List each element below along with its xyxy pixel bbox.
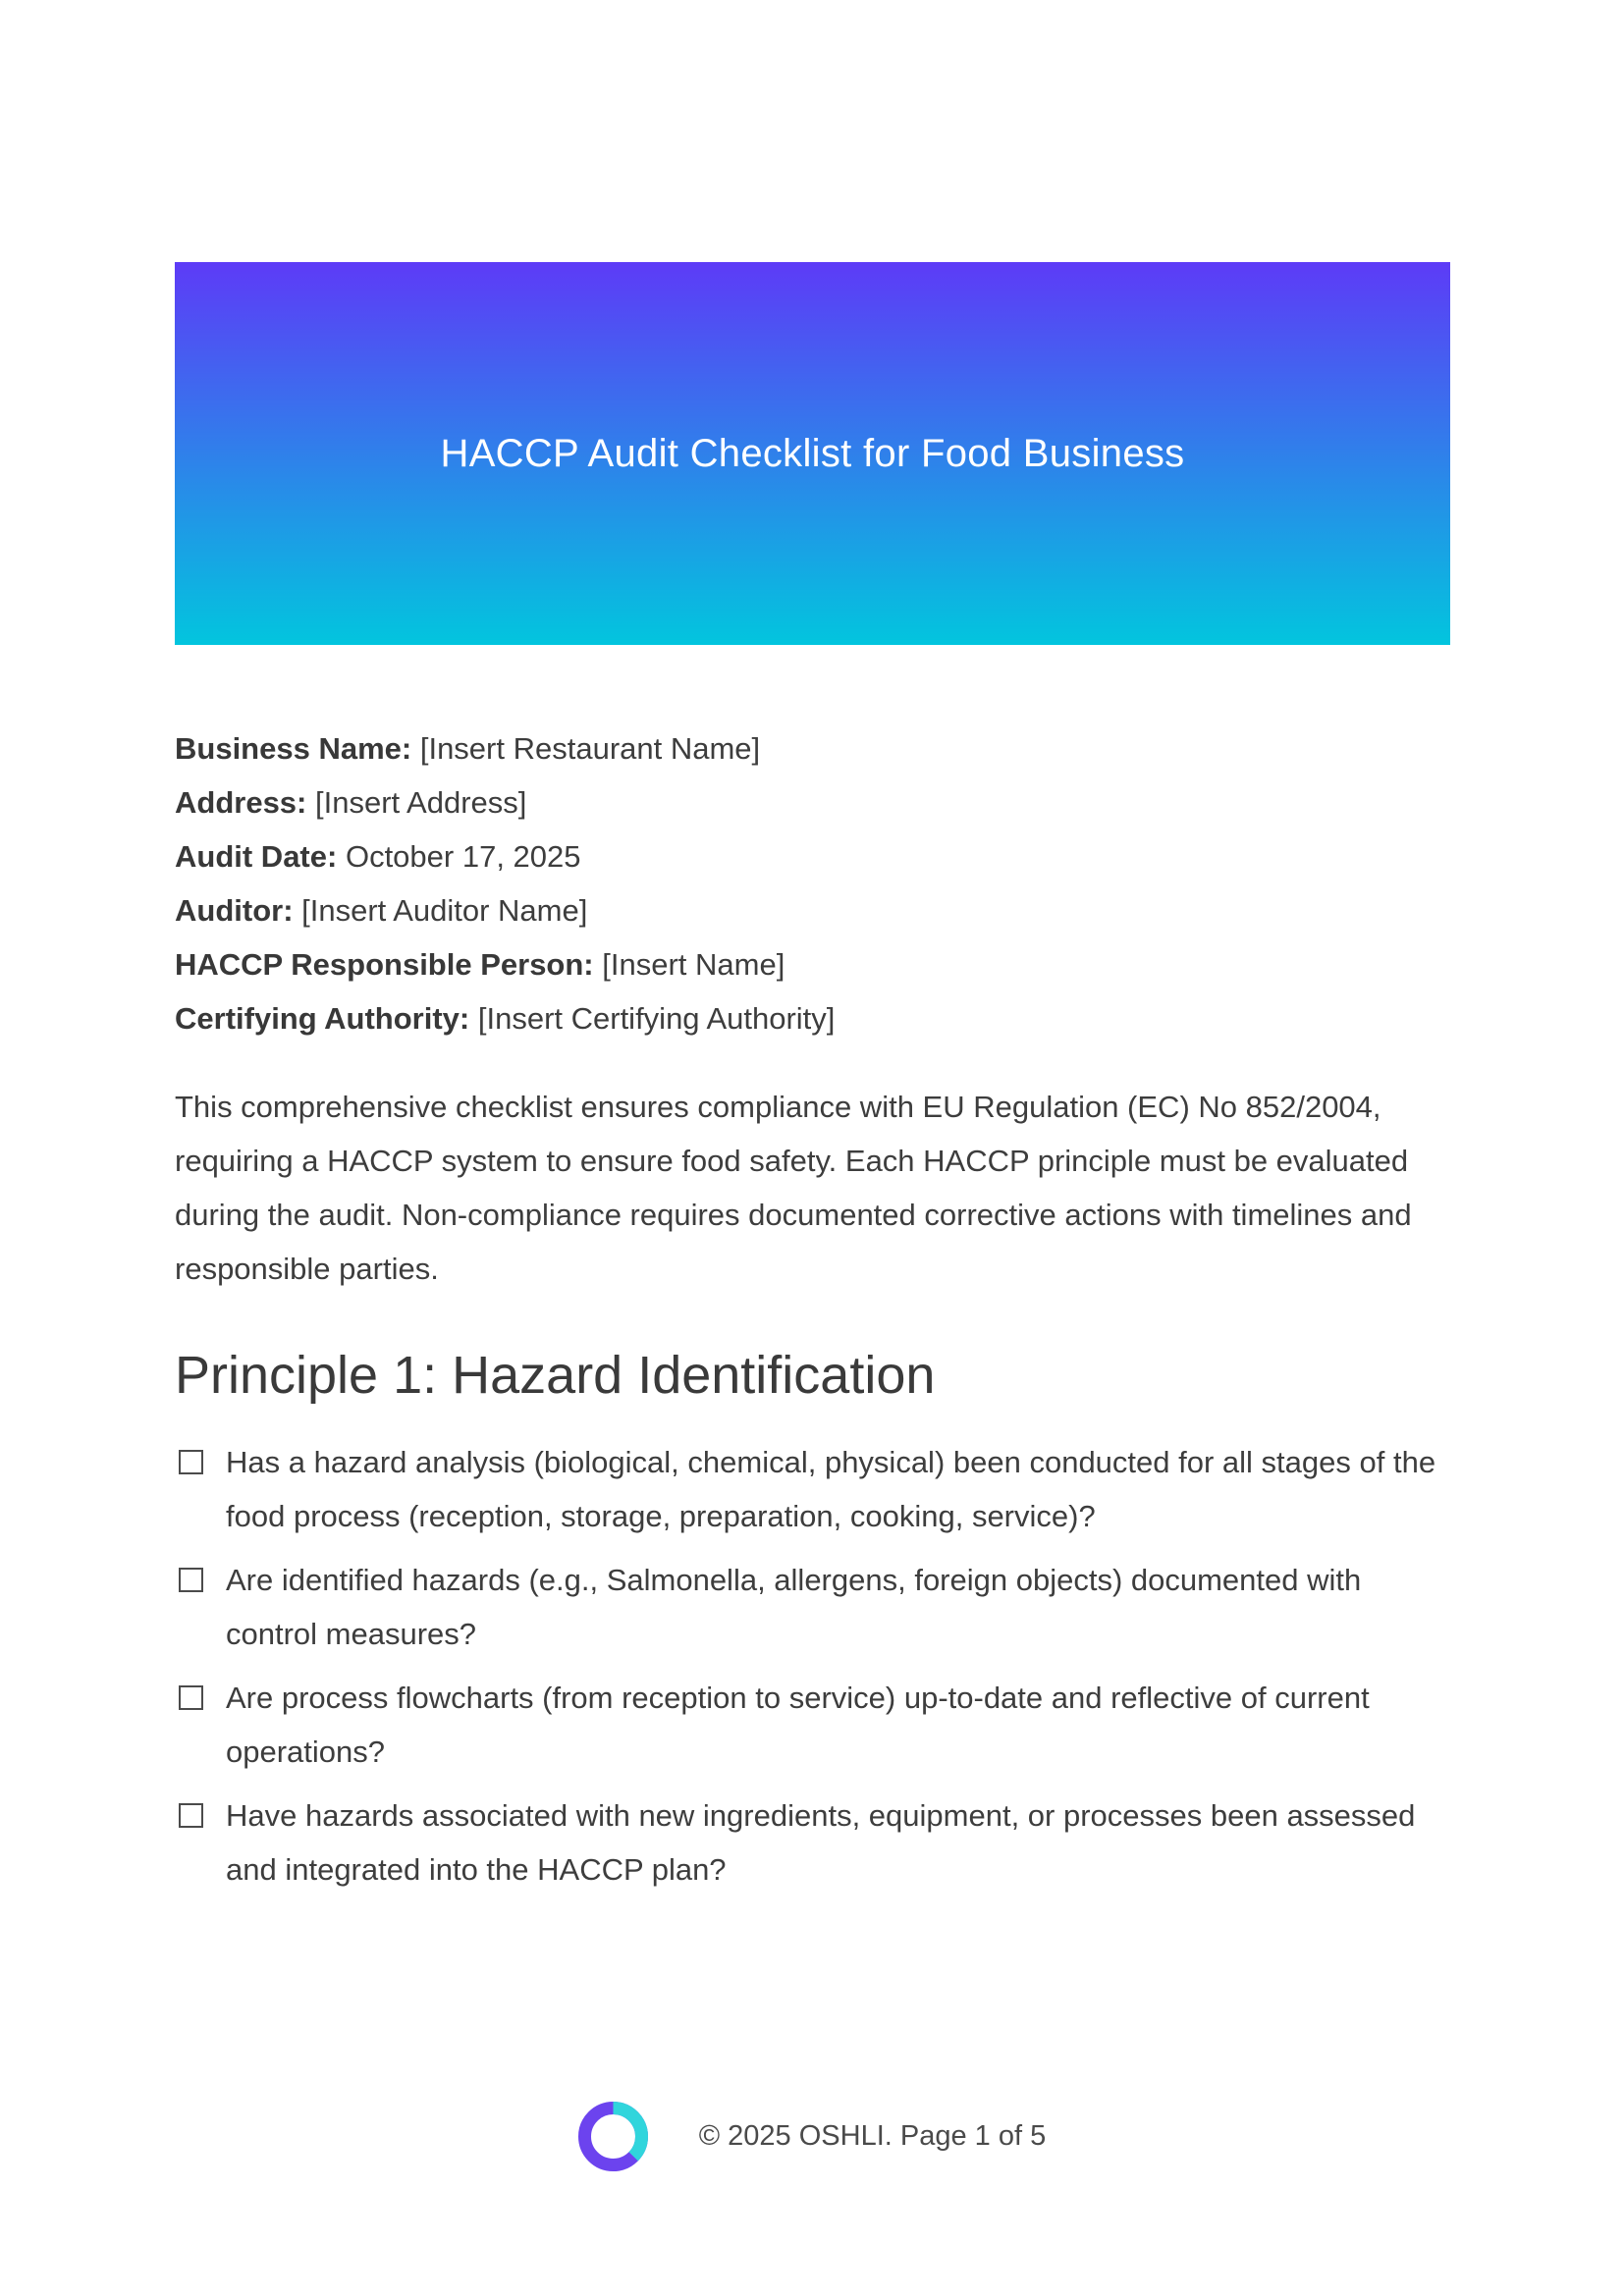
page-footer xyxy=(0,2102,1624,2171)
checklist xyxy=(175,1435,1450,1896)
info-value: [Insert Auditor Name] xyxy=(301,893,588,928)
oshli-ring-logo-icon xyxy=(578,2102,648,2171)
info-row-business-name xyxy=(175,721,1450,775)
document-title: HACCP Audit Checklist for Food Business xyxy=(440,431,1185,475)
checklist-item-text: Are identified hazards (e.g., Salmonella, allergens, foreign objects) documented with control measures? xyxy=(226,1563,1362,1651)
checkbox-icon xyxy=(179,1685,203,1710)
info-value: [Insert Address] xyxy=(315,785,527,820)
page-content xyxy=(175,0,1450,1906)
section-heading: Principle 1: Hazard Identification xyxy=(175,1346,936,1405)
info-value: [Insert Name] xyxy=(602,947,785,982)
info-label: Auditor: xyxy=(175,893,294,928)
info-row-audit-date xyxy=(175,829,1450,883)
checklist-item xyxy=(175,1435,1450,1543)
checklist-item-text: Have hazards associated with new ingredients, equipment, or processes been assessed and integrated into the HACCP plan? xyxy=(226,1798,1416,1887)
info-value: [Insert Restaurant Name] xyxy=(419,731,761,766)
intro-paragraph: This comprehensive checklist ensures compliance with EU Regulation (EC) No 852/2004, requiring a HACCP system to ensure food safety. Each HACCP principle must be evaluated during the audit. Non-compliance requires documented corrective actions with timelines and responsible parties. xyxy=(175,1090,1412,1286)
info-label: HACCP Responsible Person: xyxy=(175,947,594,982)
info-label: Audit Date: xyxy=(175,839,338,874)
checklist-item xyxy=(175,1553,1450,1661)
checklist-item-text: Are process flowcharts (from reception to service) up-to-date and reflective of current operations? xyxy=(226,1681,1370,1769)
info-value: [Insert Certifying Authority] xyxy=(477,1001,836,1036)
checkbox-icon xyxy=(179,1568,203,1592)
info-row-address xyxy=(175,775,1450,829)
info-value: October 17, 2025 xyxy=(345,839,581,874)
info-row-auditor xyxy=(175,883,1450,937)
info-label: Address: xyxy=(175,785,307,820)
business-info-block xyxy=(175,721,1450,1045)
checklist-item-text: Has a hazard analysis (biological, chemical, physical) been conducted for all stages of the food process (reception, storage, preparation, cooking, service)? xyxy=(226,1445,1436,1533)
info-row-certifying-authority xyxy=(175,991,1450,1045)
footer-text: © 2025 OSHLI. Page 1 of 5 xyxy=(698,2120,1047,2152)
info-row-haccp-person xyxy=(175,937,1450,991)
checklist-item xyxy=(175,1671,1450,1779)
info-label: Business Name: xyxy=(175,731,412,766)
checklist-item xyxy=(175,1789,1450,1896)
info-label: Certifying Authority: xyxy=(175,1001,470,1036)
header-banner xyxy=(175,262,1450,645)
checkbox-icon xyxy=(179,1803,203,1828)
checkbox-icon xyxy=(179,1450,203,1474)
